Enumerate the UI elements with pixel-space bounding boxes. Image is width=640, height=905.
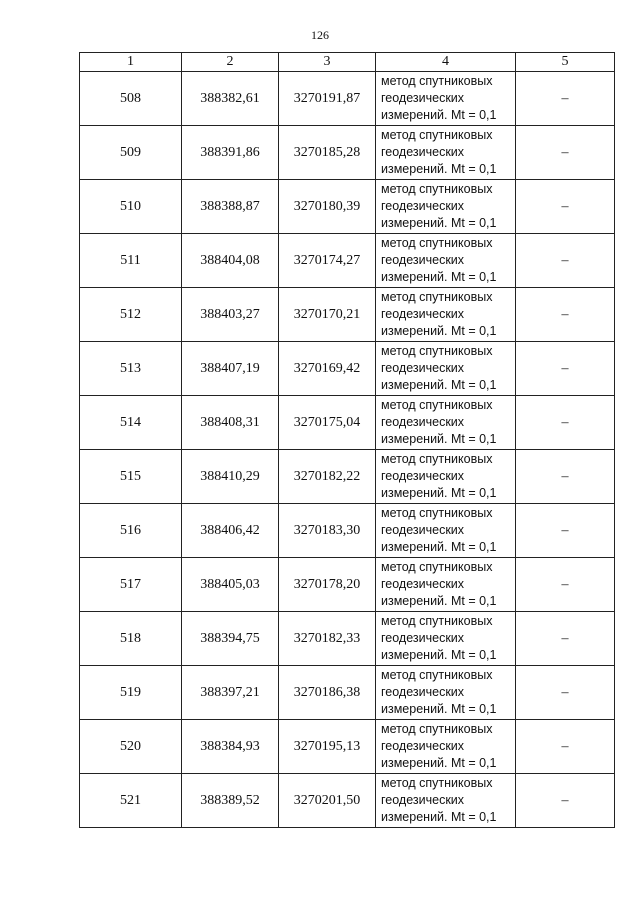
y-coordinate-cell: 3270191,87 [279, 72, 376, 126]
method-text-line: метод спутниковых [381, 344, 493, 358]
x-coordinate-cell: 388408,31 [182, 396, 279, 450]
note-cell: – [516, 504, 615, 558]
x-coordinate-cell: 388394,75 [182, 612, 279, 666]
method-text-line: метод спутниковых [381, 74, 493, 88]
table-row [80, 72, 615, 126]
column-header-3: 3 [279, 53, 376, 72]
method-text-line: метод спутниковых [381, 128, 493, 142]
method-text-line: измерений. Mt = 0,1 [381, 756, 497, 770]
point-number-cell: 517 [80, 558, 182, 612]
note-cell: – [516, 288, 615, 342]
y-coordinate-cell: 3270180,39 [279, 180, 376, 234]
point-number-cell: 508 [80, 72, 182, 126]
note-cell: – [516, 612, 615, 666]
method-text-line: геодезических [381, 307, 465, 321]
method-text-line: метод спутниковых [381, 236, 493, 250]
method-text-line: измерений. Mt = 0,1 [381, 216, 497, 230]
page-number: 126 [311, 28, 329, 42]
note-cell: – [516, 234, 615, 288]
method-text-line: геодезических [381, 469, 465, 483]
method-text-line: измерений. Mt = 0,1 [381, 162, 497, 176]
method-cell [376, 72, 516, 126]
point-number-cell: 520 [80, 720, 182, 774]
method-text-line: геодезических [381, 523, 465, 537]
method-cell [376, 612, 516, 666]
table-row [80, 126, 615, 180]
column-header-1: 1 [80, 53, 182, 72]
note-cell: – [516, 126, 615, 180]
point-number-cell: 509 [80, 126, 182, 180]
method-text-line: метод спутниковых [381, 506, 493, 520]
table-row [80, 504, 615, 558]
method-text-line: метод спутниковых [381, 398, 493, 412]
method-cell [376, 342, 516, 396]
point-number-cell: 518 [80, 612, 182, 666]
method-text-line: измерений. Mt = 0,1 [381, 324, 497, 338]
table-row [80, 666, 615, 720]
method-text-line: измерений. Mt = 0,1 [381, 702, 497, 716]
method-cell [376, 774, 516, 828]
y-coordinate-cell: 3270185,28 [279, 126, 376, 180]
method-text-line: метод спутниковых [381, 722, 493, 736]
method-text-line: геодезических [381, 361, 465, 375]
table-row [80, 558, 615, 612]
x-coordinate-cell: 388388,87 [182, 180, 279, 234]
table-row [80, 720, 615, 774]
x-coordinate-cell: 388403,27 [182, 288, 279, 342]
method-text-line: геодезических [381, 145, 465, 159]
method-text-line: метод спутниковых [381, 560, 493, 574]
x-coordinate-cell: 388406,42 [182, 504, 279, 558]
method-text-line: метод спутниковых [381, 614, 493, 628]
point-number-cell: 515 [80, 450, 182, 504]
point-number-cell: 519 [80, 666, 182, 720]
method-cell [376, 720, 516, 774]
table-row [80, 180, 615, 234]
method-cell [376, 450, 516, 504]
table-row [80, 450, 615, 504]
x-coordinate-cell: 388405,03 [182, 558, 279, 612]
method-text-line: метод спутниковых [381, 182, 493, 196]
table-row [80, 774, 615, 828]
note-cell: – [516, 774, 615, 828]
method-cell [376, 558, 516, 612]
x-coordinate-cell: 388384,93 [182, 720, 279, 774]
method-cell [376, 234, 516, 288]
method-cell [376, 180, 516, 234]
method-text-line: измерений. Mt = 0,1 [381, 486, 497, 500]
method-text-line: измерений. Mt = 0,1 [381, 810, 497, 824]
x-coordinate-cell: 388397,21 [182, 666, 279, 720]
note-cell: – [516, 558, 615, 612]
x-coordinate-cell: 388410,29 [182, 450, 279, 504]
x-coordinate-cell: 388391,86 [182, 126, 279, 180]
x-coordinate-cell: 388382,61 [182, 72, 279, 126]
method-cell [376, 666, 516, 720]
y-coordinate-cell: 3270175,04 [279, 396, 376, 450]
point-number-cell: 511 [80, 234, 182, 288]
note-cell: – [516, 450, 615, 504]
method-text-line: геодезических [381, 685, 465, 699]
method-text-line: геодезических [381, 199, 465, 213]
method-text-line: геодезических [381, 739, 465, 753]
point-number-cell: 512 [80, 288, 182, 342]
table-header [80, 53, 615, 72]
header-row [80, 53, 615, 72]
column-header-5: 5 [516, 53, 615, 72]
method-text-line: измерений. Mt = 0,1 [381, 270, 497, 284]
point-number-cell: 513 [80, 342, 182, 396]
table-row [80, 342, 615, 396]
method-cell [376, 504, 516, 558]
method-text-line: измерений. Mt = 0,1 [381, 378, 497, 392]
y-coordinate-cell: 3270182,33 [279, 612, 376, 666]
y-coordinate-cell: 3270183,30 [279, 504, 376, 558]
y-coordinate-cell: 3270174,27 [279, 234, 376, 288]
point-number-cell: 514 [80, 396, 182, 450]
y-coordinate-cell: 3270169,42 [279, 342, 376, 396]
method-text-line: геодезических [381, 91, 465, 105]
point-number-cell: 521 [80, 774, 182, 828]
note-cell: – [516, 666, 615, 720]
x-coordinate-cell: 388407,19 [182, 342, 279, 396]
note-cell: – [516, 180, 615, 234]
method-text-line: метод спутниковых [381, 668, 493, 682]
note-cell: – [516, 72, 615, 126]
y-coordinate-cell: 3270170,21 [279, 288, 376, 342]
method-text-line: метод спутниковых [381, 776, 493, 790]
method-text-line: измерений. Mt = 0,1 [381, 432, 497, 446]
column-header-2: 2 [182, 53, 279, 72]
method-cell [376, 126, 516, 180]
y-coordinate-cell: 3270201,50 [279, 774, 376, 828]
x-coordinate-cell: 388404,08 [182, 234, 279, 288]
y-coordinate-cell: 3270182,22 [279, 450, 376, 504]
note-cell: – [516, 720, 615, 774]
point-number-cell: 516 [80, 504, 182, 558]
method-cell [376, 396, 516, 450]
table-body [80, 72, 615, 828]
table-row [80, 396, 615, 450]
method-text-line: геодезических [381, 415, 465, 429]
table-row [80, 288, 615, 342]
table-row [80, 234, 615, 288]
point-number-cell: 510 [80, 180, 182, 234]
x-coordinate-cell: 388389,52 [182, 774, 279, 828]
method-text-line: геодезических [381, 253, 465, 267]
column-header-4: 4 [376, 53, 516, 72]
y-coordinate-cell: 3270195,13 [279, 720, 376, 774]
method-text-line: геодезических [381, 631, 465, 645]
coordinates-table [79, 52, 615, 828]
method-cell [376, 288, 516, 342]
method-text-line: измерений. Mt = 0,1 [381, 540, 497, 554]
y-coordinate-cell: 3270186,38 [279, 666, 376, 720]
method-text-line: измерений. Mt = 0,1 [381, 648, 497, 662]
method-text-line: метод спутниковых [381, 290, 493, 304]
table-row [80, 612, 615, 666]
method-text-line: геодезических [381, 577, 465, 591]
y-coordinate-cell: 3270178,20 [279, 558, 376, 612]
note-cell: – [516, 342, 615, 396]
method-text-line: измерений. Mt = 0,1 [381, 594, 497, 608]
method-text-line: геодезических [381, 793, 465, 807]
note-cell: – [516, 396, 615, 450]
method-text-line: измерений. Mt = 0,1 [381, 108, 497, 122]
method-text-line: метод спутниковых [381, 452, 493, 466]
